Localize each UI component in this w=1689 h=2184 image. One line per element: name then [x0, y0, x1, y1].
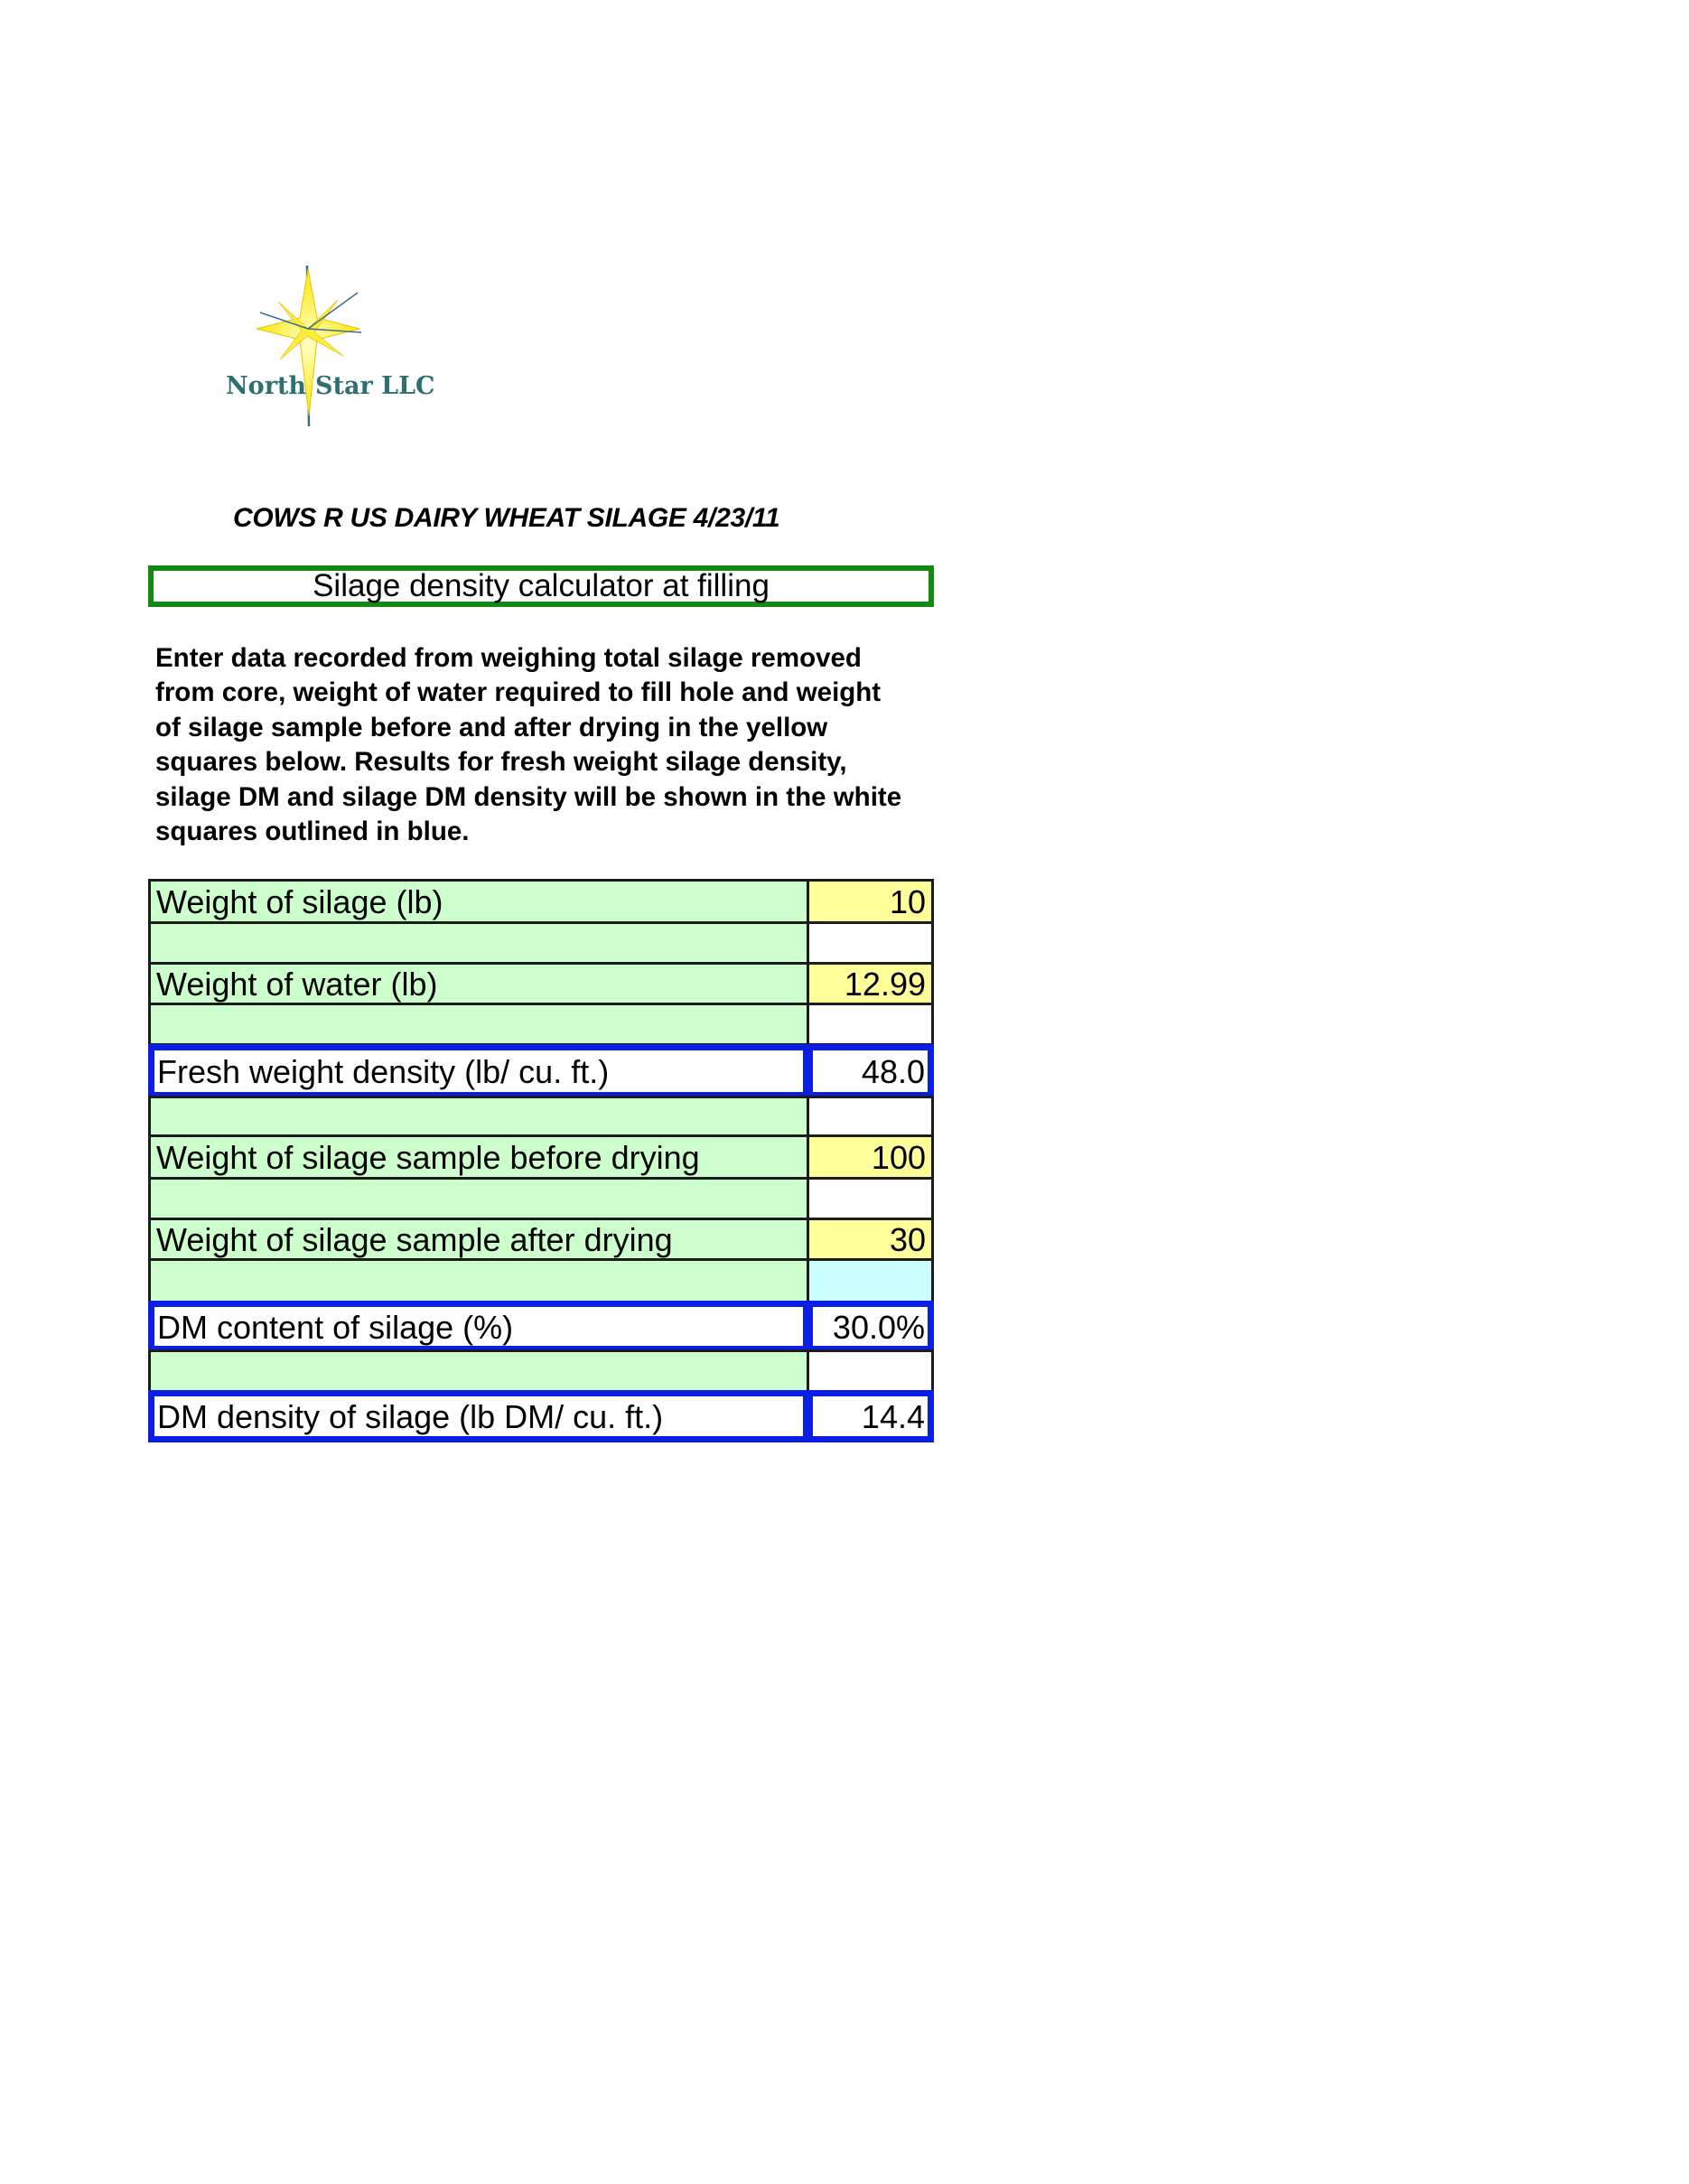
spacer-label-cell [148, 1003, 809, 1046]
logo-text-star-llc: Star LLC [315, 372, 435, 400]
sample-after-drying-label: Weight of silage sample after drying [148, 1218, 809, 1261]
sample-before-drying-input[interactable]: 100 [807, 1134, 934, 1180]
instructions-line: squares below. Results for fresh weight silage density, [155, 747, 847, 778]
fresh-weight-density-label: Fresh weight density (lb/ cu. ft.) [148, 1044, 809, 1098]
weight-of-silage-label: Weight of silage (lb) [148, 879, 809, 924]
sample-before-drying-label: Weight of silage sample before drying [148, 1134, 809, 1180]
weight-of-silage-input[interactable]: 10 [807, 879, 934, 924]
dm-content-label: DM content of silage (%) [148, 1301, 809, 1352]
document-title: COWS R US DAIRY WHEAT SILAGE 4/23/11 [233, 503, 780, 533]
silage-calculator-table [148, 879, 934, 1452]
spacer-value-cell [807, 1177, 934, 1220]
fresh-weight-density-output: 48.0 [807, 1044, 934, 1098]
sample-after-drying-input[interactable]: 30 [807, 1218, 934, 1261]
spacer-value-cell [807, 1349, 934, 1393]
spacer-value-cell [807, 1096, 934, 1137]
spacer-value-cell [807, 921, 934, 965]
instructions-line: from core, weight of water required to fill hole and weight [155, 677, 882, 708]
spacer-label-cell [148, 921, 809, 965]
instructions-line: silage DM and silage DM density will be shown in the white [155, 781, 902, 812]
weight-of-water-input[interactable]: 12.99 [807, 962, 934, 1005]
logo-text-north: North [226, 372, 307, 400]
spacer-label-cell [148, 1349, 809, 1393]
spacer-value-cell [807, 1258, 934, 1303]
instructions-line: squares outlined in blue. [155, 816, 470, 846]
spacer-label-cell [148, 1177, 809, 1220]
north-star-logo [224, 262, 435, 434]
instructions-text [155, 641, 941, 849]
spacer-label-cell [148, 1258, 809, 1303]
dm-density-output: 14.4 [807, 1390, 934, 1442]
dm-content-output: 30.0% [807, 1301, 934, 1352]
calculator-title: Silage density calculator at filling [148, 565, 934, 607]
north-star-icon [224, 262, 432, 434]
spacer-value-cell [807, 1003, 934, 1046]
dm-density-label: DM density of silage (lb DM/ cu. ft.) [148, 1390, 809, 1442]
weight-of-water-label: Weight of water (lb) [148, 962, 809, 1005]
spacer-label-cell [148, 1096, 809, 1137]
instructions-line: of silage sample before and after drying in the yellow [155, 712, 828, 742]
instructions-line: Enter data recorded from weighing total silage removed [155, 643, 862, 673]
